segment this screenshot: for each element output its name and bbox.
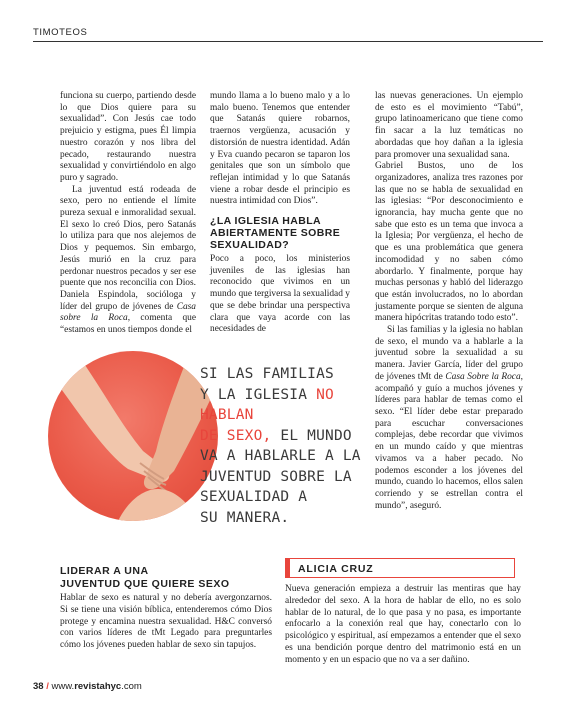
photo-circle xyxy=(48,351,218,521)
section-body: Hablar de sexo es natural y no debería avergonzarnos. Si se tiene una visión bíblica, entenderemos cómo Dios protege y encamina nuestra sexualidad. H&C conversó con varios líderes de tMt Legado para preguntarles cómo los jóvenes pueden hablar de sexo sin tapujos. xyxy=(60,593,272,651)
section-heading: LIDERAR A UNA JUVENTUD QUE QUIERE SEXO xyxy=(60,565,230,590)
article-column-1 xyxy=(60,91,196,337)
quote-line: DE SEXO, EL MUNDO xyxy=(200,427,352,444)
paragraph: funciona su cuerpo, partiendo desde lo que Dios quiere para su sexualidad”. Con Jesús cae todo prejuicio y estigma, pues Él limpia nuestro corazón y nos libra del pecado, restaurando nuestra sexualidad y convirtiéndolo en algo puro y sagrado. xyxy=(60,91,196,183)
quote-line: SU MANERA. xyxy=(200,509,290,526)
paragraph: Gabriel Bustos, uno de los organizadores, analiza tres razones por las que no se habla de sexualidad en las iglesias: “Por desconocimiento e ignorancia, hay mucha gente que no sabe que esto es un tema que invoca a la Iglesia; Por vergüenza, el hecho de que es una problemática que genera incomodidad y no saben cómo abordarlo. Y finalmente, porque hay muchas personas y habló del liderazgo que están involucrados, no lo abordan justamente porque se sienten de alguna manera hipócritas tratando todo esto”. xyxy=(375,161,523,324)
author-box xyxy=(285,558,515,578)
paragraph: mundo llama a lo bueno malo y a lo malo bueno. Tenemos que entender que Satanás quiere robarnos, traernos vergüenza, acusación y distorsión de nuestra identidad. Adán y Eva cuando pecaron se taparon los genitales que son un símbolo que reflejan intimidad y lo que Satanás viene a robar desde el principio es nuestra intimidad con Dios”. xyxy=(210,91,350,207)
paragraph: Poco a poco, los ministerios juveniles de las iglesias han reconocido que vivimos en un mundo que tergiversa la sexualidad y que se debe brindar una perspectiva clara que vaya acorde con las necesidades de xyxy=(210,254,350,335)
footer-slash: / xyxy=(46,681,49,692)
section-label: TIMOTEOS xyxy=(33,27,88,38)
article-column-3 xyxy=(375,91,523,512)
quote-line: VA A HABLARLE A LA xyxy=(200,448,361,464)
pull-quote xyxy=(200,364,376,528)
author-body: Nueva generación empieza a destruir las mentiras que hay alrededor del sexo. A la hora de hablar de ello, no es solo hablar de lo natural, de lo que pasa y no pasa, es importante enfocarlo a la conexión real que hay, conectarlo con lo psicológico y espiritual, así empezamos a entender que el sexo es una bendición porque dentro del matrimonio está en un momento y en un espacio que no va a ser dañino. xyxy=(285,584,521,665)
quote-line: SI LAS FAMILIAS xyxy=(200,366,334,382)
paragraph: La juventud está rodeada de sexo, pero no entiende el límite pureza sexual e inmoralidad sexual. El sexo lo creó Dios, pero Satanás lo utiliza para que nos alejemos de Dios y pequemos. Sin embargo, Jesús murió en la cruz para perdonar nuestros pecados y ser ese puente que nos reconcilia con Dios. Daniela Espindola, socióloga y líder del grupo de jóvenes de Casa sobre la Roca, comenta que “estamos en unos tiempos donde el xyxy=(60,184,196,336)
article-column-2 xyxy=(210,91,350,336)
quote-line: Y LA IGLESIA NO HABLAN xyxy=(200,386,334,423)
quote-line: JUVENTUD SOBRE LA xyxy=(200,468,352,485)
page-number: 38 xyxy=(33,681,44,692)
quote-line: SEXUALIDAD A xyxy=(200,489,308,505)
author-accent-bar xyxy=(286,559,290,577)
paragraph: Si las familias y la iglesia no hablan de sexo, el mundo va a hablarle a la juventud sobre la sexualidad a su manera. Javier García, líder del grupo de jóvenes tMt de Casa Sobre la Roca, acompañó y guío a muchos jóvenes y líderes para hablar de temas como el sexo. “El líder debe estar preparado para escuchar conversaciones complejas, debe recordar que vivimos en un mundo caído y que mientras vivamos va a haber pecado. No podemos esconder a los jóvenes del mundo, cuando lo hacemos, ellos salen corriendo y se estrellan contra el mundo”, aseguró. xyxy=(375,325,523,511)
subheading: ¿LA IGLESIA HABLA ABIERTAMENTE SOBRE SEXUALIDAD? xyxy=(210,215,341,252)
author-name: ALICIA CRUZ xyxy=(298,563,374,575)
hands-photo xyxy=(48,351,218,521)
header-rule xyxy=(33,41,543,42)
page-footer xyxy=(33,681,142,692)
hands-holding-icon xyxy=(48,351,218,521)
paragraph: las nuevas generaciones. Un ejemplo de esto es el movimiento “Tabú”, grupo latinoamericano que tiene como fin sacar a la luz temáticas no abordadas que hoy dañan a la iglesia para promover una sexualidad sana. xyxy=(375,91,523,160)
website-link[interactable]: www.revistahyc.com xyxy=(51,681,142,692)
